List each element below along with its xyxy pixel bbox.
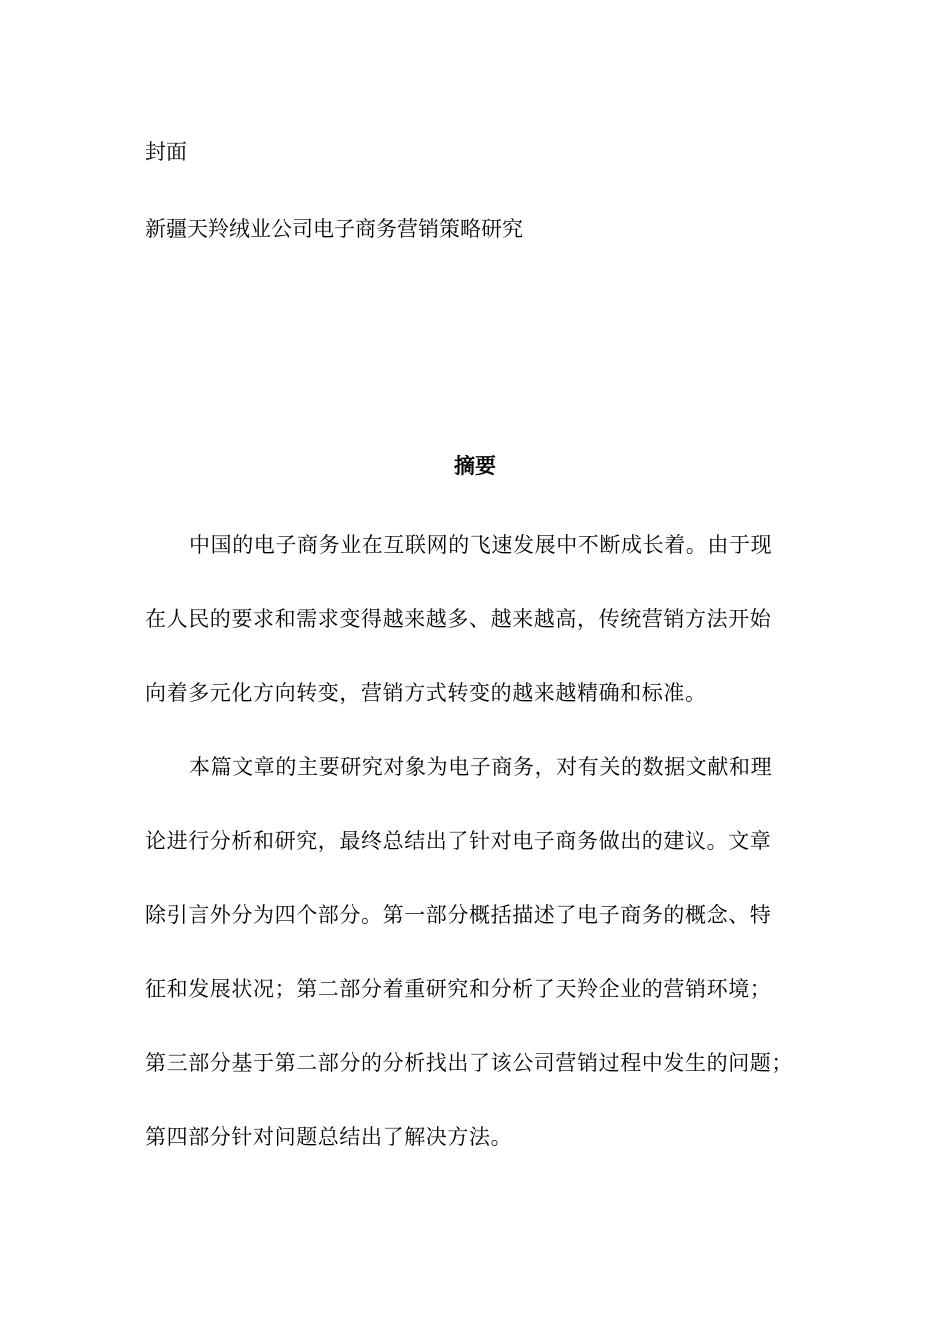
paragraph-line: 除引言外分为四个部分。第一部分概括描述了电子商务的概念、特 xyxy=(145,903,772,927)
paragraph-line: 第四部分针对问题总结出了解决方法。 xyxy=(145,1125,513,1149)
paragraph-line: 论进行分析和研究，最终总结出了针对电子商务做出的建议。文章 xyxy=(145,829,772,853)
abstract-paragraph-2 xyxy=(145,751,835,1195)
paragraph-line: 本篇文章的主要研究对象为电子商务，对有关的数据文献和理 xyxy=(189,755,773,779)
paragraph-line: 第三部分基于第二部分的分析找出了该公司营销过程中发生的问题； xyxy=(145,1051,793,1075)
cover-label: 封面 xyxy=(145,140,187,164)
paragraph-line: 中国的电子商务业在互联网的飞速发展中不断成长着。由于现 xyxy=(189,533,773,557)
paragraph-line: 向着多元化方向转变，营销方式转变的越来越精确和标准。 xyxy=(145,681,707,705)
abstract-body xyxy=(145,529,835,1195)
document-title: 新疆天羚绒业公司电子商务营销策略研究 xyxy=(145,217,523,241)
paragraph-line: 在人民的要求和需求变得越来越多、越来越高，传统营销方法开始 xyxy=(145,607,772,631)
paragraph-line: 征和发展状况；第二部分着重研究和分析了天羚企业的营销环境； xyxy=(145,977,772,1001)
abstract-heading: 摘要 xyxy=(454,453,496,478)
abstract-paragraph-1 xyxy=(145,529,835,751)
